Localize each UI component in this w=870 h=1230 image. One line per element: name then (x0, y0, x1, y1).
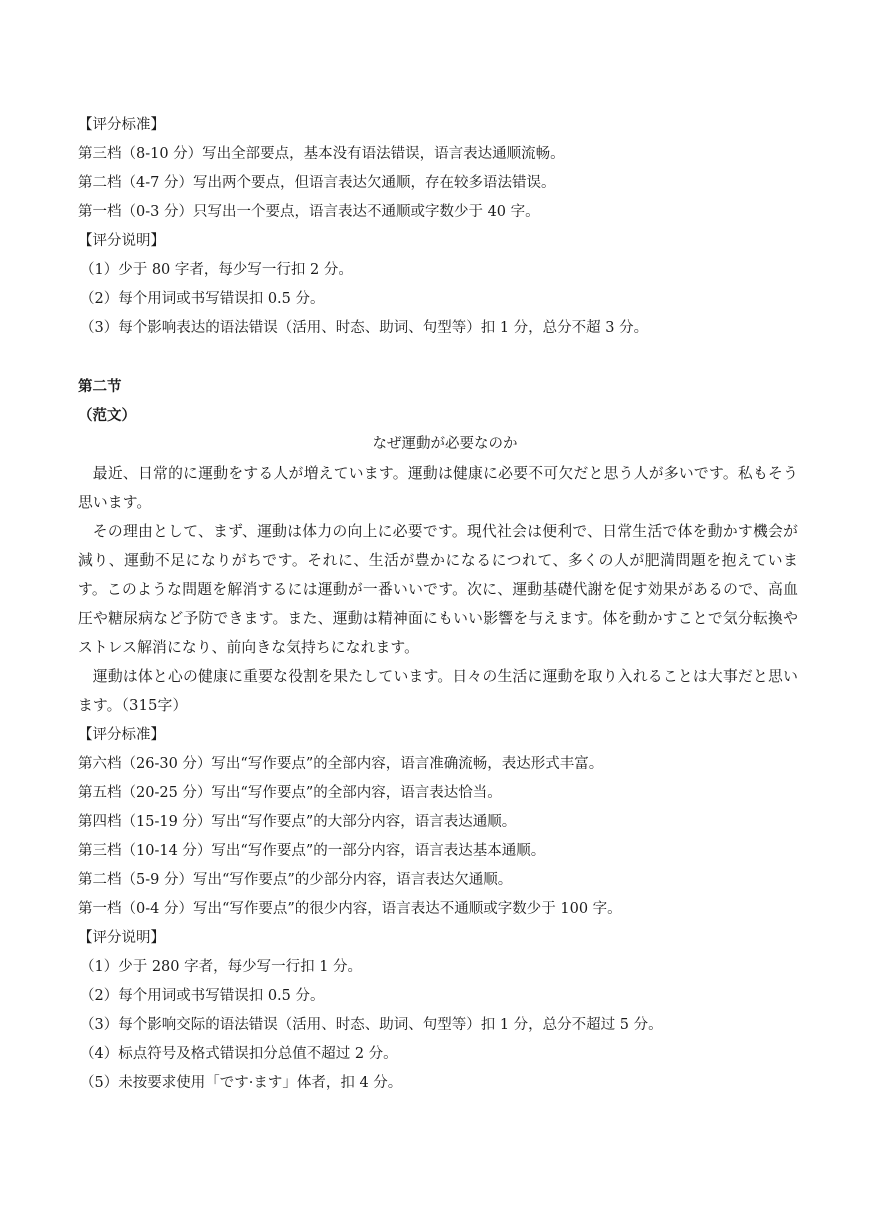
criteria-heading: 【评分标准】 (78, 117, 165, 133)
criteria-item: 第三档（8-10 分）写出全部要点，基本没有语法错误，语言表达通顺流畅。 (78, 146, 565, 162)
note-item: （3）每个影响交际的语法错误（活用、时态、助词、句型等）扣 1 分，总分不超过 5 分。 (80, 1017, 663, 1033)
sample-label: （范文） (78, 407, 136, 424)
essay-paragraph: 最近、日常的に運動をする人が増えています。運動は健康に必要不可欠だと思う人が多いです。私もそう思います。 (78, 465, 798, 511)
note-item: （5）未按要求使用「です·ます」体者，扣 4 分。 (80, 1075, 403, 1091)
note-item: （4）标点符号及格式错误扣分总值不超过 2 分。 (80, 1046, 398, 1062)
essay-title: なぜ運動が必要なのか (372, 436, 518, 452)
note-item: （2）每个用词或书写错误扣 0.5 分。 (80, 291, 325, 307)
criteria-item: 第三档（10-14 分）写出“写作要点”的一部分内容，语言表达基本通顺。 (78, 843, 546, 859)
essay-paragraph: 運動は体と心の健康に重要な役割を果たしています。日々の生活に運動を取り入れることは大事だと思います。（315字） (78, 668, 798, 714)
section-heading: 第二节 (78, 378, 122, 395)
criteria-heading: 【评分标准】 (78, 727, 165, 743)
criteria-item: 第一档（0-4 分）写出“写作要点”的很少内容，语言表达不通顺或字数少于 100 字。 (78, 901, 622, 917)
criteria-item: 第二档（5-9 分）写出“写作要点”的少部分内容，语言表达欠通顺。 (78, 872, 513, 888)
criteria-item: 第二档（4-7 分）写出两个要点，但语言表达欠通顺，存在较多语法错误。 (78, 175, 556, 191)
notes-heading: 【评分说明】 (78, 930, 165, 946)
note-item: （1）少于 80 字者，每少写一行扣 2 分。 (80, 262, 353, 278)
criteria-item: 第四档（15-19 分）写出“写作要点”的大部分内容，语言表达通顺。 (78, 814, 517, 830)
note-item: （2）每个用词或书写错误扣 0.5 分。 (80, 988, 325, 1004)
note-item: （1）少于 280 字者，每少写一行扣 1 分。 (80, 959, 363, 975)
notes-heading: 【评分说明】 (78, 233, 165, 249)
criteria-item: 第一档（0-3 分）只写出一个要点，语言表达不通顺或字数少于 40 字。 (78, 204, 540, 220)
criteria-item: 第五档（20-25 分）写出“写作要点”的全部内容，语言表达恰当。 (78, 785, 502, 801)
section1-scoring (78, 111, 798, 343)
section2 (78, 372, 798, 720)
essay-paragraph: その理由として、まず、運動は体力の向上に必要です。現代社会は便利で、日常生活で体を動かす機会が減り、運動不足になりがちです。それに、生活が豊かになるにつれて、多くの人が肥満問題を抱えています。このような問題を解消するには運動が一番いいです。次に、運動基礎代謝を促す効果があるので、高血圧や糖尿病など予防できます。また、運動は精神面にもいい影響を与えます。体を動かすことで気分転換やストレス解消になり、前向きな気持ちになれます。 (78, 523, 798, 656)
criteria-item: 第六档（26-30 分）写出“写作要点”的全部内容，语言准确流畅，表达形式丰富。 (78, 756, 604, 772)
note-item: （3）每个影响表达的语法错误（活用、时态、助词、句型等）扣 1 分，总分不超 3 分。 (80, 320, 649, 336)
section2-scoring (78, 721, 798, 1098)
